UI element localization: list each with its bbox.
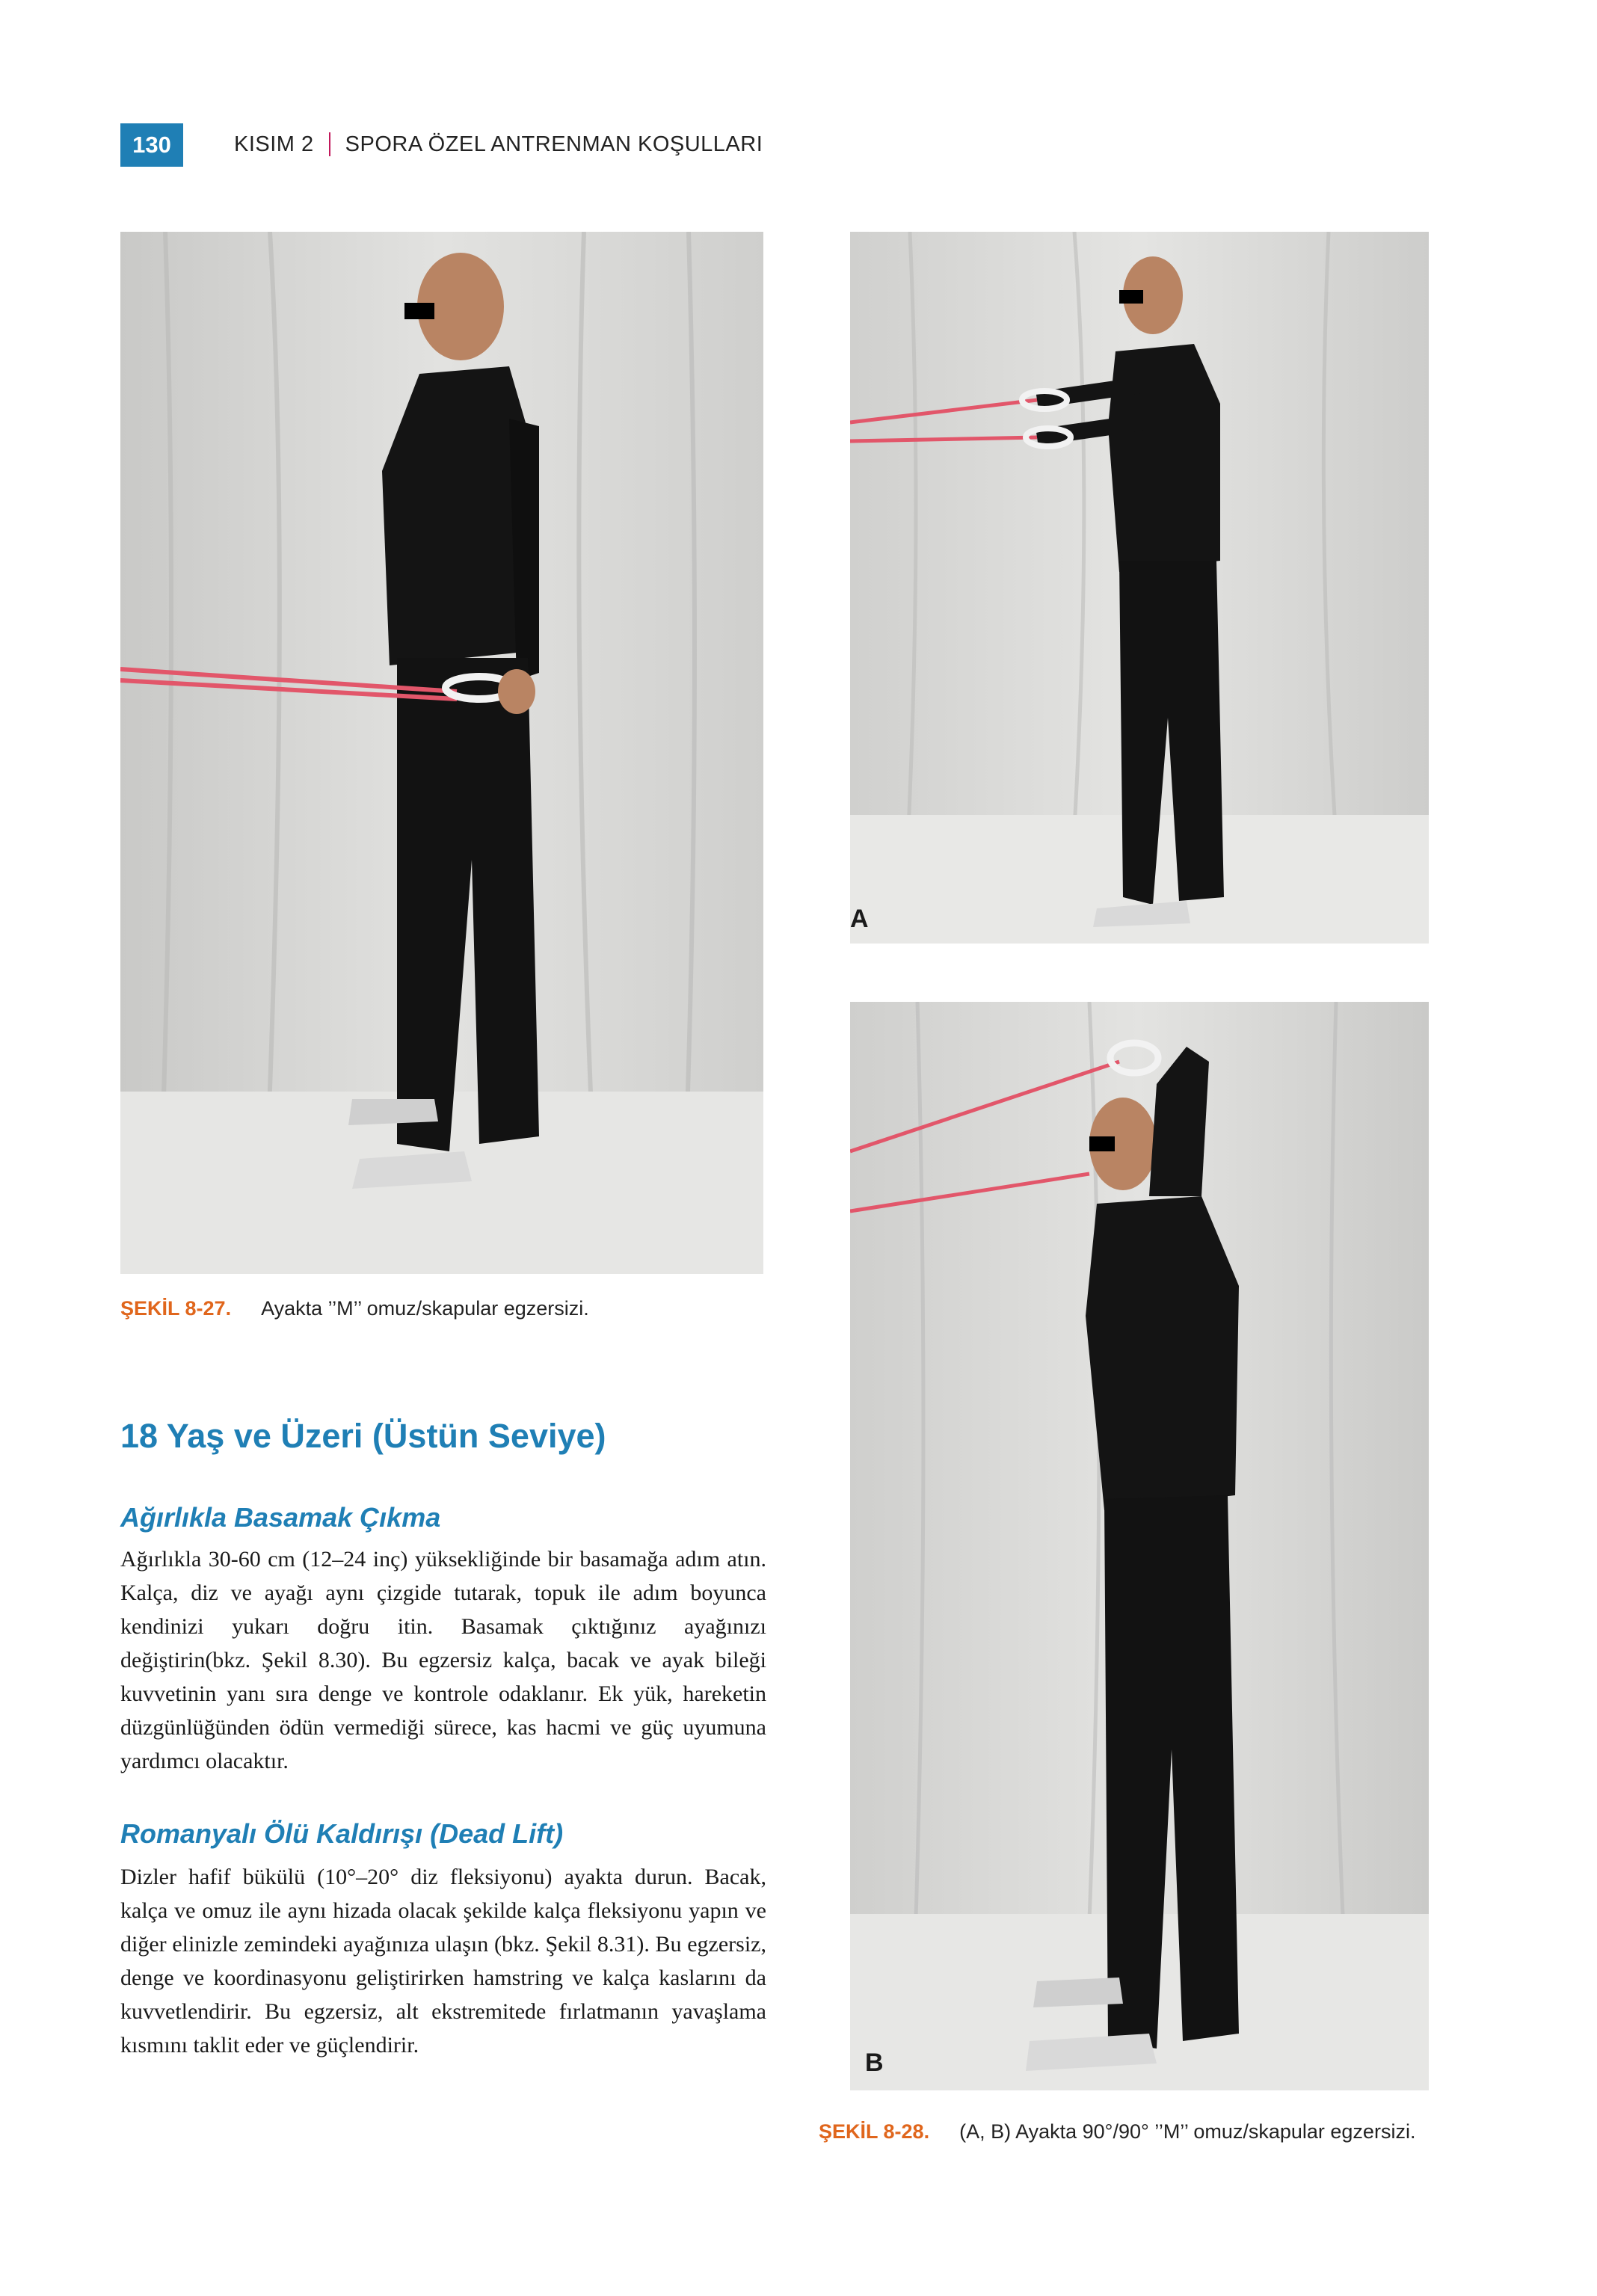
figure-8-27-photo — [120, 232, 763, 1274]
running-head — [234, 129, 763, 160]
figure-8-28a-photo — [850, 232, 1429, 944]
figure-8-28-caption-text: (A, B) Ayakta 90°/90° ’’M’’ omuz/skapular egzersizi. — [959, 2120, 1416, 2143]
figure-8-28-caption — [819, 2120, 1415, 2143]
figure-8-27-label: ŞEKİL 8-27. — [120, 1297, 232, 1320]
section-title: 18 Yaş ve Üzeri (Üstün Seviye) — [120, 1417, 606, 1455]
paragraph-step-up: Ağırlıkla 30-60 cm (12–24 inç) yüksekliğinde bir basamağa adım atın. Kalça, diz ve ayağı aynı çizgide tutarak, topuk ile adım boyunca kendinizi yukarı doğru itin. Basamak çıktığınız ayağınızı değiştirin(bkz. Şekil 8.30). Bu egzersiz kalça, bacak ve ayak bileği kuvvetinin yanı sıra denge ve kontrole odaklanır. Ek yük, hareketin düzgünlüğünden ödün vermediği sürece, kas hacmi ve güç uyumuna yardımcı olacaktır. — [120, 1547, 766, 1773]
subsection-title-dead-lift: Romanyalı Ölü Kaldırışı (Dead Lift) — [120, 1818, 564, 1849]
figure-8-27-caption — [120, 1297, 589, 1320]
page-number: 130 — [120, 123, 183, 167]
running-title: SPORA ÖZEL ANTRENMAN KOŞULLARI — [345, 132, 763, 156]
figure-8-28b-photo — [850, 1002, 1429, 2090]
header-divider — [329, 132, 330, 156]
figure-8-28-panel-b-letter: B — [865, 2049, 884, 2077]
figure-8-28-panel-a-letter: A — [850, 905, 869, 933]
subsection-title-step-up: Ağırlıkla Basamak Çıkma — [120, 1502, 441, 1533]
paragraph-dead-lift: Dizler hafif bükülü (10°–20° diz fleksiyonu) ayakta durun. Bacak, kalça ve omuz ile aynı hizada olacak şekilde kalça fleksiyonu yapın ve diğer elinizle zemindeki ayağınıza ulaşın (bkz. Şekil 8.31). Bu egzersiz, denge ve koordinasyonu geliştirirken hamstring ve kalça kaslarını da kuvvetlendirir. Bu egzersiz, alt ekstremitede fırlatmanın yavaşlama kısmını taklit eder ve güçlendirir. — [120, 1865, 766, 2058]
figure-8-28-label: ŞEKİL 8-28. — [819, 2120, 930, 2143]
figure-8-27-caption-text: Ayakta ’’M’’ omuz/skapular egzersizi. — [261, 1297, 589, 1320]
part-label: KISIM 2 — [234, 132, 314, 156]
